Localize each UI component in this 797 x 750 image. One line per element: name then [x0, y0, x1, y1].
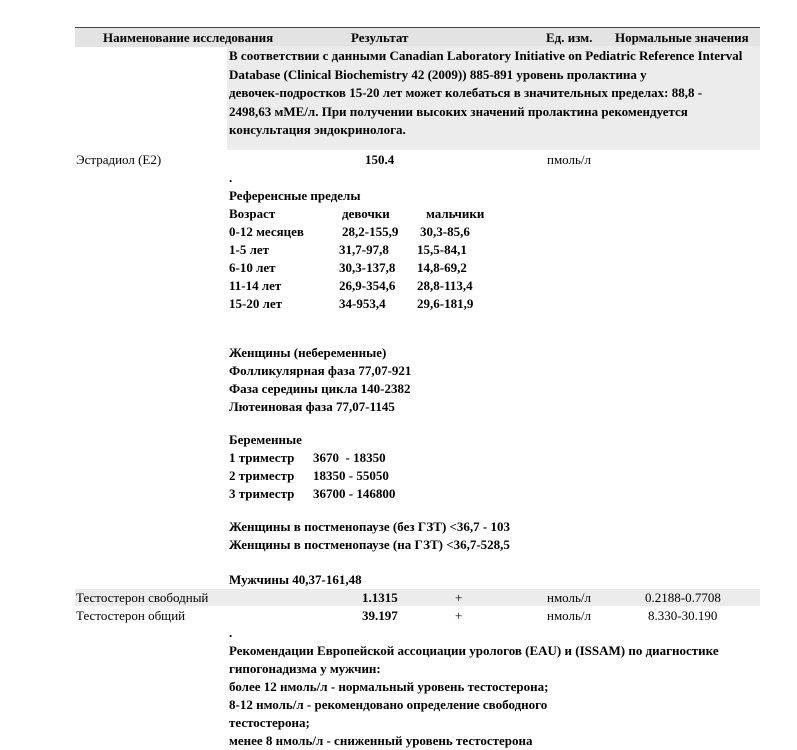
age-row: [229, 277, 473, 295]
trimester-range: 36700 - 146800: [313, 486, 396, 501]
dot: .: [229, 170, 233, 185]
trimester-row: [229, 485, 396, 503]
age-row: [229, 295, 474, 313]
testosterone-total-flag: +: [455, 608, 463, 623]
age-header-row: [229, 205, 485, 223]
testosterone-total-norm: 8.330-30.190: [648, 608, 718, 623]
testosterone-free-norm: 0.2188-0.7708: [645, 590, 721, 605]
men-line: Мужчины 40,37-161,48: [229, 572, 362, 587]
age-row: [229, 259, 467, 277]
girls-cell: 26,9-354,6: [339, 278, 396, 293]
age-header: Возраст: [229, 206, 276, 221]
trimester-range: 3670 - 18350: [313, 450, 386, 465]
estradiol-name: Эстрадиол (E2): [76, 152, 162, 167]
header-result: Результат: [351, 30, 409, 45]
estradiol-reference: [229, 169, 485, 313]
postmenopause-block: [229, 518, 510, 554]
girls-cell: 30,3-137,8: [339, 260, 396, 275]
header-name: Наименование исследования: [103, 30, 274, 45]
women-line: Фолликулярная фаза 77,07-921: [229, 363, 412, 378]
header-norm: Нормальные значения: [615, 30, 749, 45]
testosterone-free-value: 1.1315: [362, 590, 398, 605]
ref-title: Референсные пределы: [229, 188, 361, 203]
age-cell: 6-10 лет: [229, 260, 276, 275]
rec-line: Рекомендации Европейской ассоциации урологов (EAU) и (ISSAM) по диагностике: [229, 643, 719, 658]
trimester-label: 1 триместр: [229, 450, 295, 465]
boys-header: мальчики: [426, 206, 485, 221]
testosterone-free-unit: нмоль/л: [547, 590, 592, 605]
trimester-label: 3 триместр: [229, 486, 295, 501]
age-cell: 11-14 лет: [229, 278, 282, 293]
trimester-row: [229, 449, 386, 467]
dot: .: [229, 625, 233, 640]
note-line: Database (Clinical Biochemistry 42 (2009)) 885-891 уровень пролактина у: [229, 66, 647, 82]
header-unit: Ед. изм.: [546, 30, 593, 45]
estradiol-value: 150.4: [365, 152, 395, 167]
trimester-row: [229, 467, 389, 485]
testosterone-free-name: Тестостерон свободный: [76, 590, 209, 605]
age-cell: 0-12 месяцев: [229, 224, 304, 239]
women-block: [229, 344, 411, 416]
girls-cell: 28,2-155,9: [342, 224, 399, 239]
boys-cell: 28,8-113,4: [417, 278, 473, 293]
women-title: Женщины (небеременные): [229, 345, 387, 360]
estradiol-unit: пмоль/л: [547, 152, 592, 167]
boys-cell: 30,3-85,6: [420, 224, 470, 239]
note-line: В соответствии с данными Canadian Laboratory Initiative on Pediatric Reference Interval: [229, 48, 743, 63]
age-row: [229, 241, 467, 259]
table-header: [75, 27, 760, 47]
rec-line: 8-12 нмоль/л - рекомендовано определение свободного: [229, 697, 548, 712]
testosterone-total-unit: нмоль/л: [547, 608, 592, 623]
testosterone-free-flag: +: [455, 590, 463, 605]
pregnant-block: [229, 431, 396, 503]
girls-cell: 34-953,4: [339, 296, 386, 311]
women-line: Лютеиновая фаза 77,07-1145: [229, 399, 395, 414]
boys-cell: 15,5-84,1: [417, 242, 467, 257]
rec-line: менее 8 нмоль/л - сниженный уровень тестостерона: [229, 733, 533, 748]
rec-line: более 12 нмоль/л - нормальный уровень тестостерона;: [229, 679, 549, 694]
trimester-range: 18350 - 55050: [313, 468, 389, 483]
note-line: консультация эндокринолога.: [229, 122, 406, 137]
trimester-label: 2 триместр: [229, 468, 295, 483]
testosterone-recommendations: [229, 624, 719, 750]
note-line: девочек-подростков 15-20 лет может колебаться в значительных пределах: 88,8 -: [229, 85, 703, 100]
rec-line: тестостерона;: [229, 715, 310, 730]
rec-line: гипогонадизма у мужчин:: [229, 661, 381, 676]
women-line: Фаза середины цикла 140-2382: [229, 381, 411, 396]
age-cell: 1-5 лет: [229, 242, 270, 257]
note-line: 2498,63 мМЕ/л. При получении высоких значений пролактина рекомендуется: [229, 103, 688, 119]
girls-cell: 31,7-97,8: [339, 242, 389, 257]
age-row: [229, 223, 470, 241]
girls-header: девочки: [342, 206, 390, 221]
postmeno-line: Женщины в постменопаузе (без ГЗТ) <36,7 - 103: [229, 519, 511, 534]
testosterone-total-value: 39.197: [362, 608, 398, 623]
postmeno-line: Женщины в постменопаузе (на ГЗТ) <36,7-528,5: [229, 537, 510, 552]
pregnant-title: Беременные: [229, 432, 302, 447]
boys-cell: 14,8-69,2: [417, 260, 467, 275]
prolactin-note: [229, 47, 742, 140]
boys-cell: 29,6-181,9: [417, 296, 474, 311]
testosterone-total-name: Тестостерон общий: [76, 608, 186, 623]
age-cell: 15-20 лет: [229, 296, 283, 311]
